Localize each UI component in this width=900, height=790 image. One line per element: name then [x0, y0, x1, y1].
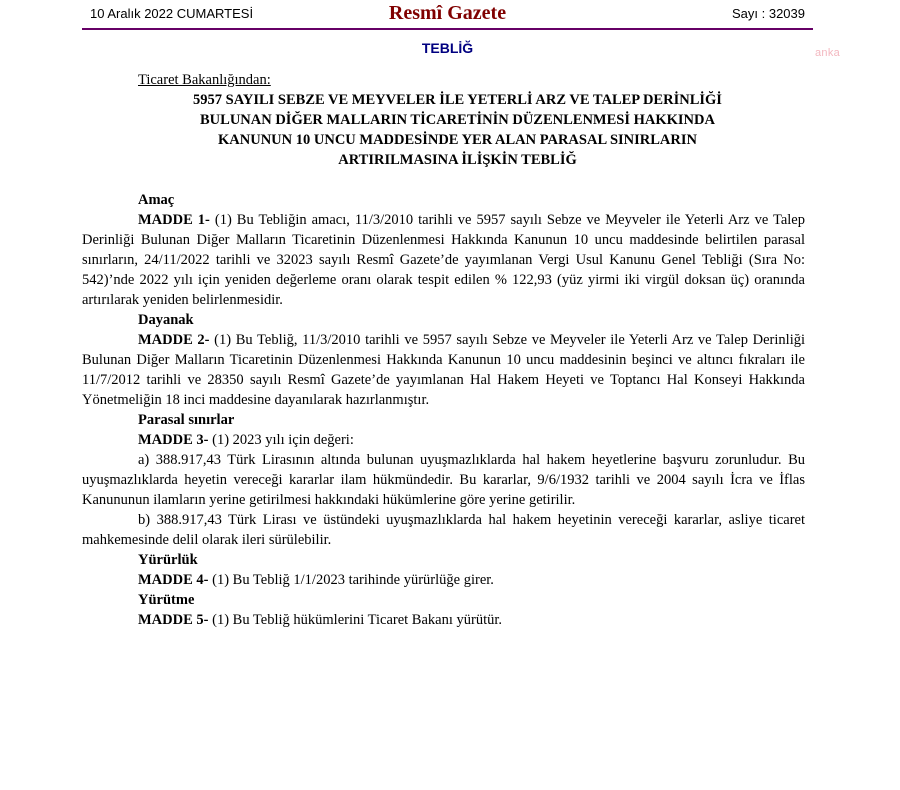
document-body [82, 70, 805, 630]
document-title [110, 90, 805, 170]
section-heading-dayanak: Dayanak [138, 312, 194, 328]
title-line: BULUNAN DİĞER MALLARIN TİCARETİNİN DÜZENLENMESİ HAKKINDA [200, 112, 715, 128]
clause-text: b) 388.917,43 Türk Lirası ve üstündeki uyuşmazlıklarda hal hakem heyetinin vereceği kararlar, asliye ticaret mahkemesinde delil olarak ileri sürülebilir. [82, 512, 805, 548]
article-3-clause-b [82, 510, 805, 550]
article-3-clause-a [82, 450, 805, 510]
article-text: (1) Bu Tebliğ 1/1/2023 tarihinde yürürlüğe girer. [208, 572, 494, 588]
issuing-ministry: Ticaret Bakanlığından: [138, 72, 271, 88]
section-heading-parasal-sinirlar: Parasal sınırlar [138, 412, 235, 428]
spacer [82, 170, 805, 190]
article-1 [82, 210, 805, 310]
title-line: 5957 SAYILI SEBZE VE MEYVELER İLE YETERLİ ARZ VE TALEP DERİNLİĞİ [193, 92, 722, 108]
article-text: (1) Bu Tebliğ hükümlerini Ticaret Bakanı yürütür. [208, 612, 503, 628]
title-line: ARTIRILMASINA İLİŞKİN TEBLİĞ [338, 152, 577, 168]
issue-date: 10 Aralık 2022 CUMARTESİ [90, 6, 254, 21]
clause-text: a) 388.917,43 Türk Lirasının altında bulunan uyuşmazlıklarda hal hakem heyetlerine başvuru zorunludur. Bu uyuşmazlıklarda heyetin vereceği kararlar ilam hükmündedir. Bu kararlar, 9/6/1932 tarihli ve 2004 sayılı İcra ve İflas Kanununun ilamların yerine getirilmesi hakkındaki hükümlerine göre yerine getirilir. [82, 452, 805, 508]
section-heading-amac: Amaç [138, 192, 175, 208]
gazette-header [82, 0, 813, 30]
article-text: (1) 2023 yılı için değeri: [208, 432, 354, 448]
article-3 [82, 430, 805, 450]
article-2 [82, 330, 805, 410]
article-5 [82, 610, 805, 630]
article-lead: MADDE 4- [138, 572, 209, 588]
article-text: (1) Bu Tebliğin amacı, 11/3/2010 tarihli ve 5957 sayılı Sebze ve Meyveler ile Yeterli Arz ve Talep Derinliği Bulunan Diğer Malların Ticaretinin Düzenlenmesi Hakkında Kanunun 10 uncu maddesinde belirtilen parasal sınırların, 24/11/2022 tarihli ve 32023 sayılı Resmî Gazete’de yayımlanan Vergi Usul Kanunu Genel Tebliği (Sıra No: 542)’nde 2022 yılı için yeniden değerleme oranı olarak tespit edilen % 122,93 (yüz yirmi iki virgül doksan üç) oranında artırılarak yeniden belirlenmesidir. [82, 212, 805, 308]
section-heading-yururluk: Yürürlük [138, 552, 198, 568]
article-lead: MADDE 3- [138, 432, 209, 448]
article-4 [82, 570, 805, 590]
gazette-title: Resmî Gazete [388, 2, 507, 24]
article-lead: MADDE 2- [138, 332, 210, 348]
document-type: TEBLİĞ [421, 40, 474, 56]
article-lead: MADDE 5- [138, 612, 209, 628]
article-lead: MADDE 1- [138, 212, 210, 228]
section-heading-yurutme: Yürütme [138, 592, 195, 608]
watermark: anka [815, 47, 841, 59]
article-text: (1) Bu Tebliğ, 11/3/2010 tarihli ve 5957 sayılı Sebze ve Meyveler ile Yeterli Arz ve Talep Derinliği Bulunan Diğer Malların Ticaretinin Düzenlenmesi Hakkında Kanunun 10 uncu maddesinin beşinci ve altıncı fıkraları ile 11/7/2012 tarihli ve 28350 sayılı Resmî Gazete’de yayımlanan Hal Hakem Heyeti ve Toptancı Hal Konseyi Hakkında Yönetmeliğin 18 inci maddesine dayanılarak hazırlanmıştır. [82, 332, 805, 408]
title-line: KANUNUN 10 UNCU MADDESİNDE YER ALAN PARASAL SINIRLARIN [218, 132, 697, 148]
issue-number: Sayı : 32039 [732, 6, 805, 21]
